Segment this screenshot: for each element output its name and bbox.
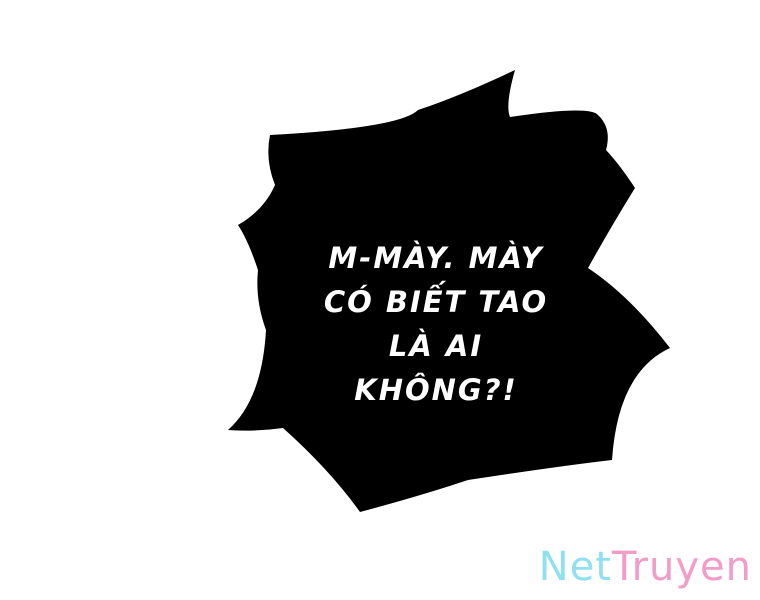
watermark-part-truyen: Truyen <box>612 544 752 590</box>
speech-line-1: M-MÀY. MÀY <box>328 241 544 275</box>
speech-line-4: KHÔNG?! <box>354 373 518 407</box>
speech-text <box>286 236 586 412</box>
watermark-part-net: Net <box>538 544 613 590</box>
speech-line-3: LÀ AI <box>388 329 484 363</box>
speech-line-2: CÓ BIẾT TAO <box>323 285 549 319</box>
nettruyen-watermark <box>539 544 752 590</box>
